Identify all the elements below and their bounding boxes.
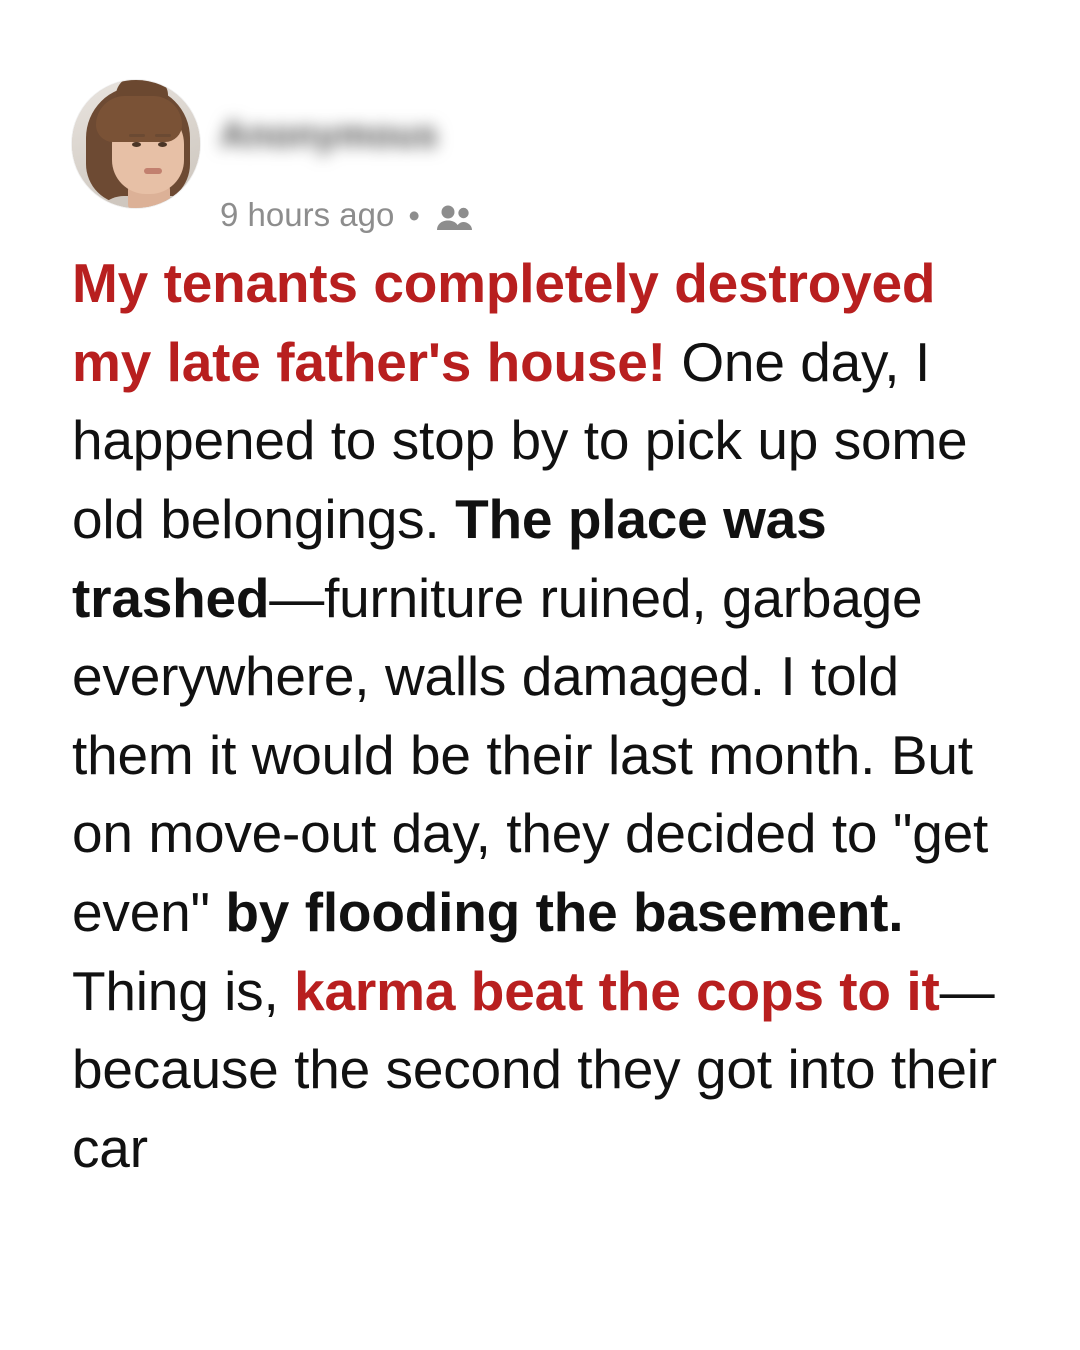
friends-icon[interactable] [434,203,474,233]
post-headline: My tenants completely destroyed my late father's house! [72,252,936,393]
author-name[interactable]: Anonymous [220,114,439,155]
post-text-3: Thing is, [72,959,295,1022]
post-text-4: —because the second they got into their car [72,959,997,1180]
post-body [72,244,1008,1188]
post-header [72,72,1008,240]
avatar-brow-left [129,134,145,137]
meta-separator: • [408,196,420,234]
avatar-eye-right [158,142,167,147]
post-text-highlight-2: karma beat the cops to it [294,959,940,1022]
post-text-bold-2: by flooding the basement. [225,881,904,944]
post-text-2: —furniture ruined, garbage everywhere, walls damaged. I told them it would be their last month. But on move-out day, they decided to "get even" [72,566,989,944]
avatar[interactable] [72,80,200,208]
avatar-eye-left [132,142,141,147]
post-meta [220,196,474,234]
avatar-brow-right [155,134,171,137]
post-text-bold-1: The place was trashed [72,487,827,629]
post-text-1: One day, I happened to stop by to pick up some old belongings. [72,330,968,550]
avatar-lips [144,168,162,174]
post-timestamp: 9 hours ago [220,196,395,233]
